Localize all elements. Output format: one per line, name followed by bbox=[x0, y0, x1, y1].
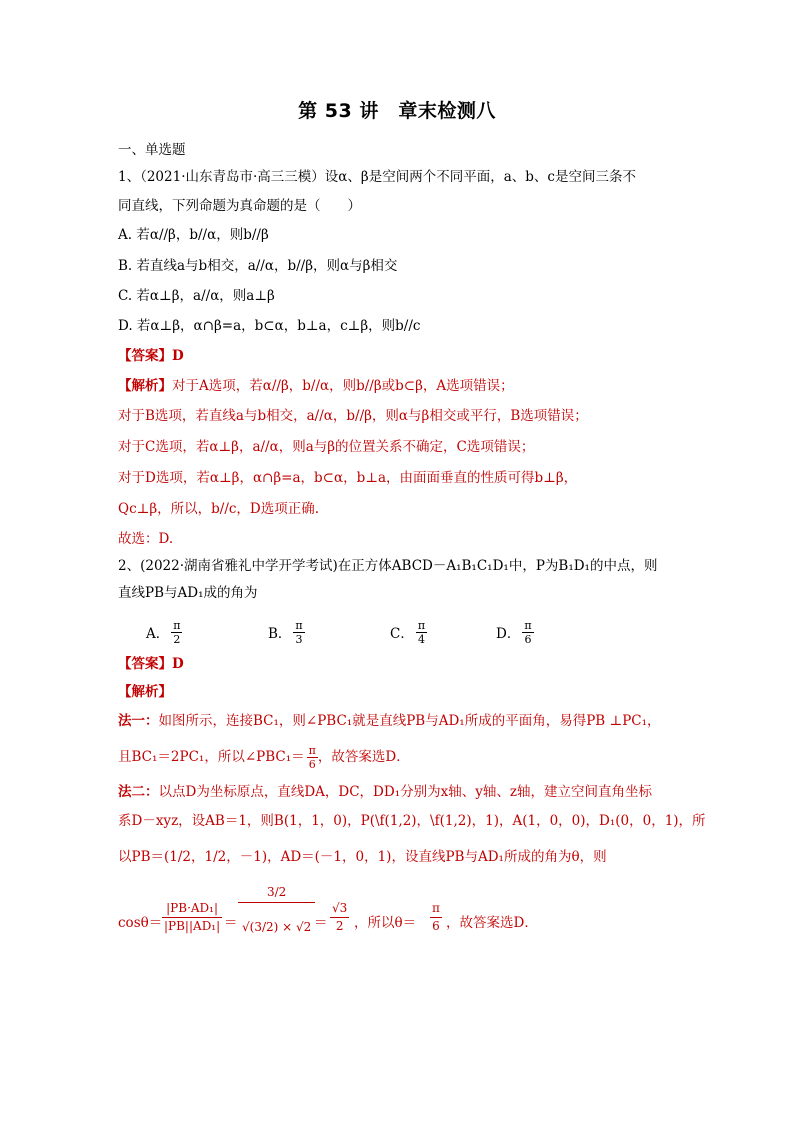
q2-option-c-fraction bbox=[416, 619, 427, 646]
q2-option-c-label: C． bbox=[390, 626, 414, 642]
q1-answer: 【答案】D bbox=[118, 348, 184, 364]
cos-denominator: |PB||AD₁| bbox=[164, 919, 221, 933]
q2-method2-text-1: 以点D为坐标原点，直线DA，DC，DD₁分别为x轴、y轴、z轴，建立空间直角坐标 bbox=[158, 784, 652, 800]
mid-numerator: 3/2 bbox=[238, 882, 315, 903]
fraction-numerator: π bbox=[308, 743, 316, 757]
q1-analysis-line-2: 对于B选项，若直线a与b相交，a//α，b//β，则α与β相交或平行，B选项错误； bbox=[118, 408, 588, 424]
q2-stem-line-1: 2、(2022·湖南省雅礼中学开学考试)在正方体ABCD－A₁B₁C₁D₁中，P为B₁D₁的中点，则 bbox=[118, 558, 658, 574]
mid-denominator: √(3/2) × √2 bbox=[242, 920, 312, 934]
q1-analysis-line-3: 对于C选项，若α⊥β，a//α，则a与β的位置关系不确定，C选项错误； bbox=[118, 439, 535, 455]
q2-option-d-fraction bbox=[522, 619, 533, 646]
fraction-denominator: 2 bbox=[173, 632, 181, 646]
equals-sign-1: ＝ bbox=[224, 915, 238, 931]
tail-numerator: π bbox=[430, 900, 442, 918]
rhs-fraction bbox=[330, 900, 349, 935]
tail-fraction bbox=[430, 900, 442, 935]
q2-method1-fraction bbox=[307, 744, 318, 771]
q2-option-b bbox=[268, 612, 305, 652]
fraction-numerator: π bbox=[524, 618, 532, 632]
tail-text-a: ，所以θ＝ bbox=[354, 915, 417, 931]
q2-method1-line-1 bbox=[118, 711, 661, 731]
q1-analysis-line-5: Qc⊥β，所以，b//c，D选项正确. bbox=[118, 501, 320, 517]
fraction-denominator: 6 bbox=[308, 757, 316, 771]
q2-options bbox=[146, 612, 566, 652]
q1-option-b: B. 若直线a与b相交，a//α，b//β，则α与β相交 bbox=[118, 258, 398, 274]
fraction-numerator: π bbox=[417, 618, 426, 632]
q2-method1-line-2 bbox=[118, 740, 410, 774]
fraction-denominator: 4 bbox=[417, 632, 425, 646]
tail-text-b: ，故答案选D． bbox=[446, 915, 538, 931]
cos-fraction bbox=[162, 900, 222, 935]
fraction-numerator: π bbox=[295, 618, 303, 632]
q2-stem-line-2: 直线PB与AD₁成的角为 bbox=[118, 585, 258, 601]
page-title: 第 53 讲 章末检测八 bbox=[298, 100, 496, 122]
q2-option-c bbox=[390, 612, 427, 652]
cos-numerator: |PB·AD₁| bbox=[162, 900, 222, 918]
q2-option-d bbox=[496, 612, 534, 652]
q2-method2-label: 法二： bbox=[118, 784, 159, 800]
q1-stem-line-2: 同直线，下列命题为真命题的是（ ） bbox=[118, 198, 361, 214]
q1-analysis-line-4: 对于D选项，若α⊥β，α∩β=a，b⊂α，b⊥a，由面面垂直的性质可得b⊥β， bbox=[118, 470, 578, 486]
cos-lhs: cosθ＝ bbox=[118, 915, 163, 931]
q2-analysis-label: 【解析】 bbox=[118, 684, 172, 700]
q2-method2-line-1 bbox=[118, 782, 652, 802]
q2-method1-text-2a: 且BC₁＝2PC₁，所以∠PBC₁＝ bbox=[118, 749, 305, 765]
q2-method2-line-3: 以PB＝(1/2，1/2，－1)，AD＝(－1，0，1)，设直线PB与AD₁所成的角为θ，则 bbox=[118, 849, 607, 865]
equals-sign-2: ＝ bbox=[314, 915, 328, 931]
rhs-denominator: 2 bbox=[335, 919, 344, 933]
q1-option-d: D. 若α⊥β，α∩β=a，b⊂α，b⊥a，c⊥β，则b//c bbox=[118, 318, 421, 334]
q1-analysis-text-1: 对于A选项，若α//β，b//α，则b//β或b⊂β，A选项错误； bbox=[172, 378, 514, 394]
q1-option-a: A. 若α//β，b//α，则b//β bbox=[118, 227, 269, 243]
fraction-denominator: 3 bbox=[295, 632, 303, 646]
fraction-numerator: π bbox=[173, 618, 181, 632]
q2-method2-line-2: 系D－xyz，设AB＝1，则B(1，1，0)，P(\f(1,2)，\f(1,2)，1)，A(1，0，0)，D₁(0，0，1)，所 bbox=[118, 813, 706, 829]
q1-stem-line-1: 1、（2021·山东青岛市·高三三模）设α、β是空间两个不同平面，a、b、c是空间三条不 bbox=[118, 169, 636, 185]
q2-method1-label: 法一： bbox=[118, 713, 159, 729]
q2-option-d-label: D． bbox=[496, 626, 521, 642]
tail-denominator: 6 bbox=[432, 919, 440, 933]
q2-method1-text-2b: ，故答案选D． bbox=[317, 749, 410, 765]
mid-fraction bbox=[238, 882, 315, 937]
q1-analysis-line-1 bbox=[118, 376, 514, 396]
q2-method1-text-1: 如图所示，连接BC₁，则∠PBC₁就是直线PB与AD₁所成的平面角，易得PB ⊥PC₁， bbox=[158, 713, 661, 729]
q2-option-b-fraction bbox=[293, 619, 304, 646]
q2-option-a bbox=[146, 612, 182, 652]
q2-option-b-label: B． bbox=[268, 626, 292, 642]
section-heading: 一、单选题 bbox=[118, 142, 186, 158]
rhs-numerator: √3 bbox=[330, 900, 349, 918]
q1-option-c: C. 若α⊥β，a//α，则a⊥β bbox=[118, 288, 275, 304]
q2-option-a-fraction bbox=[171, 619, 182, 646]
cosine-equation bbox=[118, 870, 538, 960]
q2-option-a-label: A． bbox=[146, 626, 170, 642]
q1-analysis-label: 【解析】 bbox=[118, 378, 172, 394]
q2-answer: 【答案】D bbox=[118, 656, 184, 672]
q1-conclusion: 故选：D. bbox=[118, 531, 174, 547]
fraction-denominator: 6 bbox=[524, 632, 532, 646]
